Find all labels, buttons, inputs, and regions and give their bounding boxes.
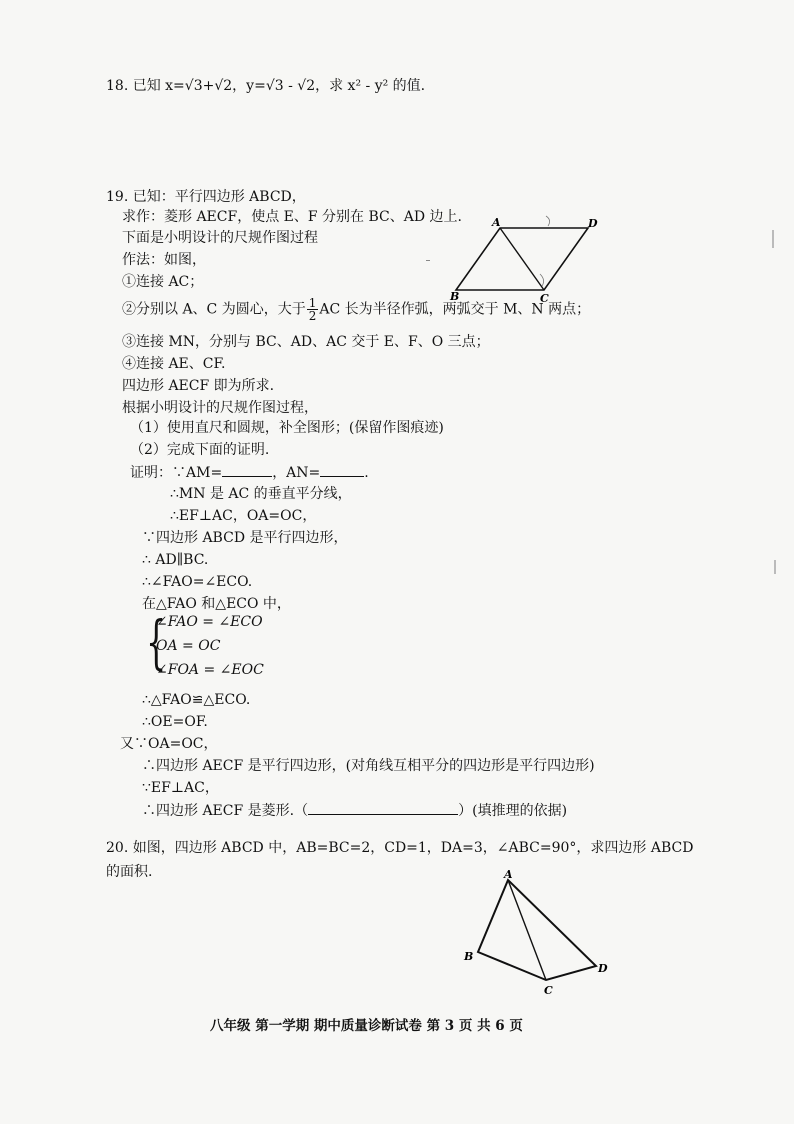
arc-mark xyxy=(546,216,550,226)
proof-conclusion: ∴四边形 AECF 是菱形.（ xyxy=(142,803,309,819)
system-row-3: ∠FOA = ∠EOC xyxy=(156,662,264,678)
parallelogram-figure xyxy=(448,212,598,302)
q19-step2-b: AC 长为半径作弧，两弧交于 M、N 两点； xyxy=(319,301,591,318)
proof-fill-hint: ）(填推理的依据) xyxy=(458,803,568,819)
q19-part2: （2）完成下面的证明. xyxy=(130,442,270,458)
q19-method-title: 作法：如图， xyxy=(122,252,206,268)
label-a: A xyxy=(492,216,501,229)
label-c: C xyxy=(540,292,549,302)
proof-line-7: 在△FAO 和△ECO 中， xyxy=(142,596,291,612)
diagonal-ac xyxy=(508,880,546,980)
label-b: B xyxy=(464,950,474,963)
proof-line-3: ∴EF⊥AC，OA=OC， xyxy=(170,508,317,524)
q19-step2-a: ②分别以 A、C 为圆心，大于 xyxy=(122,301,306,318)
answer-blank-an[interactable] xyxy=(320,462,364,477)
answer-blank-am[interactable] xyxy=(222,462,272,477)
q18-text: 18. 已知 x=√3+√2，y=√3 - √2，求 x² - y² 的值. xyxy=(106,78,426,94)
scan-mark xyxy=(774,560,776,574)
proof-line-4: ∵四边形 ABCD 是平行四边形， xyxy=(142,530,348,546)
proof-line-11: ∴四边形 AECF 是平行四边形，(对角线互相平分的四边形是平行四边形) xyxy=(142,758,595,774)
label-a: A xyxy=(504,868,513,881)
q19-given: 19. 已知：平行四边形 ABCD， xyxy=(106,189,306,205)
q20-text-1: 20. 如图，四边形 ABCD 中，AB=BC=2，CD=1，DA=3，∠ABC=90°，求四边形 ABCD xyxy=(106,840,694,856)
proof-line-10: 又∵OA=OC， xyxy=(120,736,218,752)
equation-system xyxy=(146,610,346,682)
left-brace: { xyxy=(146,608,167,676)
q19-task: 求作：菱形 AECF，使点 E、F 分别在 BC、AD 边上. xyxy=(122,209,462,225)
label-d: D xyxy=(588,217,598,230)
q19-step1: ①连接 AC； xyxy=(122,274,204,290)
q19-intro: 下面是小明设计的尺规作图过程 xyxy=(122,230,318,246)
proof-an: ，AN= xyxy=(272,465,321,481)
fraction-half xyxy=(307,297,319,322)
q19-step4: ④连接 AE、CF. xyxy=(122,356,226,372)
label-b: B xyxy=(450,290,460,302)
page-footer: 八年级 第一学期 期中质量诊断试卷 第 3 页 共 6 页 xyxy=(210,1018,523,1034)
proof-line-13 xyxy=(142,800,567,821)
fraction-denominator: 2 xyxy=(308,309,317,323)
proof-line-6: ∴∠FAO=∠ECO. xyxy=(142,574,253,590)
proof-line-9: ∴OE=OF. xyxy=(142,714,208,730)
label-d: D xyxy=(598,962,608,975)
scan-mark xyxy=(426,260,430,261)
answer-blank-reason[interactable] xyxy=(308,800,458,815)
q19-prompt: 根据小明设计的尺规作图过程， xyxy=(122,400,318,416)
q19-part1: （1）使用直尺和圆规，补全图形；(保留作图痕迹) xyxy=(130,420,444,436)
system-row-2: OA = OC xyxy=(156,638,221,654)
proof-line-1 xyxy=(130,462,369,483)
proof-period: . xyxy=(364,465,369,481)
q20-text-2: 的面积. xyxy=(106,864,153,880)
quadrilateral-figure xyxy=(460,866,620,1000)
proof-line-8: ∴△FAO≌△ECO. xyxy=(142,692,251,708)
quadrilateral-abcd xyxy=(478,880,596,980)
system-row-1: ∠FAO = ∠ECO xyxy=(156,614,263,630)
proof-am: 证明：∵AM= xyxy=(130,465,223,481)
proof-line-5: ∴ AD∥BC. xyxy=(142,552,209,568)
q19-step3: ③连接 MN，分别与 BC、AD、AC 交于 E、F、O 三点； xyxy=(122,334,490,350)
label-c: C xyxy=(544,984,553,997)
fraction-numerator: 1 xyxy=(308,296,317,310)
scan-mark xyxy=(772,230,774,248)
proof-line-2: ∴MN 是 AC 的垂直平分线， xyxy=(170,486,352,502)
q19-result: 四边形 AECF 即为所求. xyxy=(122,378,275,394)
diagonal-ac xyxy=(500,228,544,290)
proof-line-12: ∵EF⊥AC， xyxy=(142,780,219,796)
